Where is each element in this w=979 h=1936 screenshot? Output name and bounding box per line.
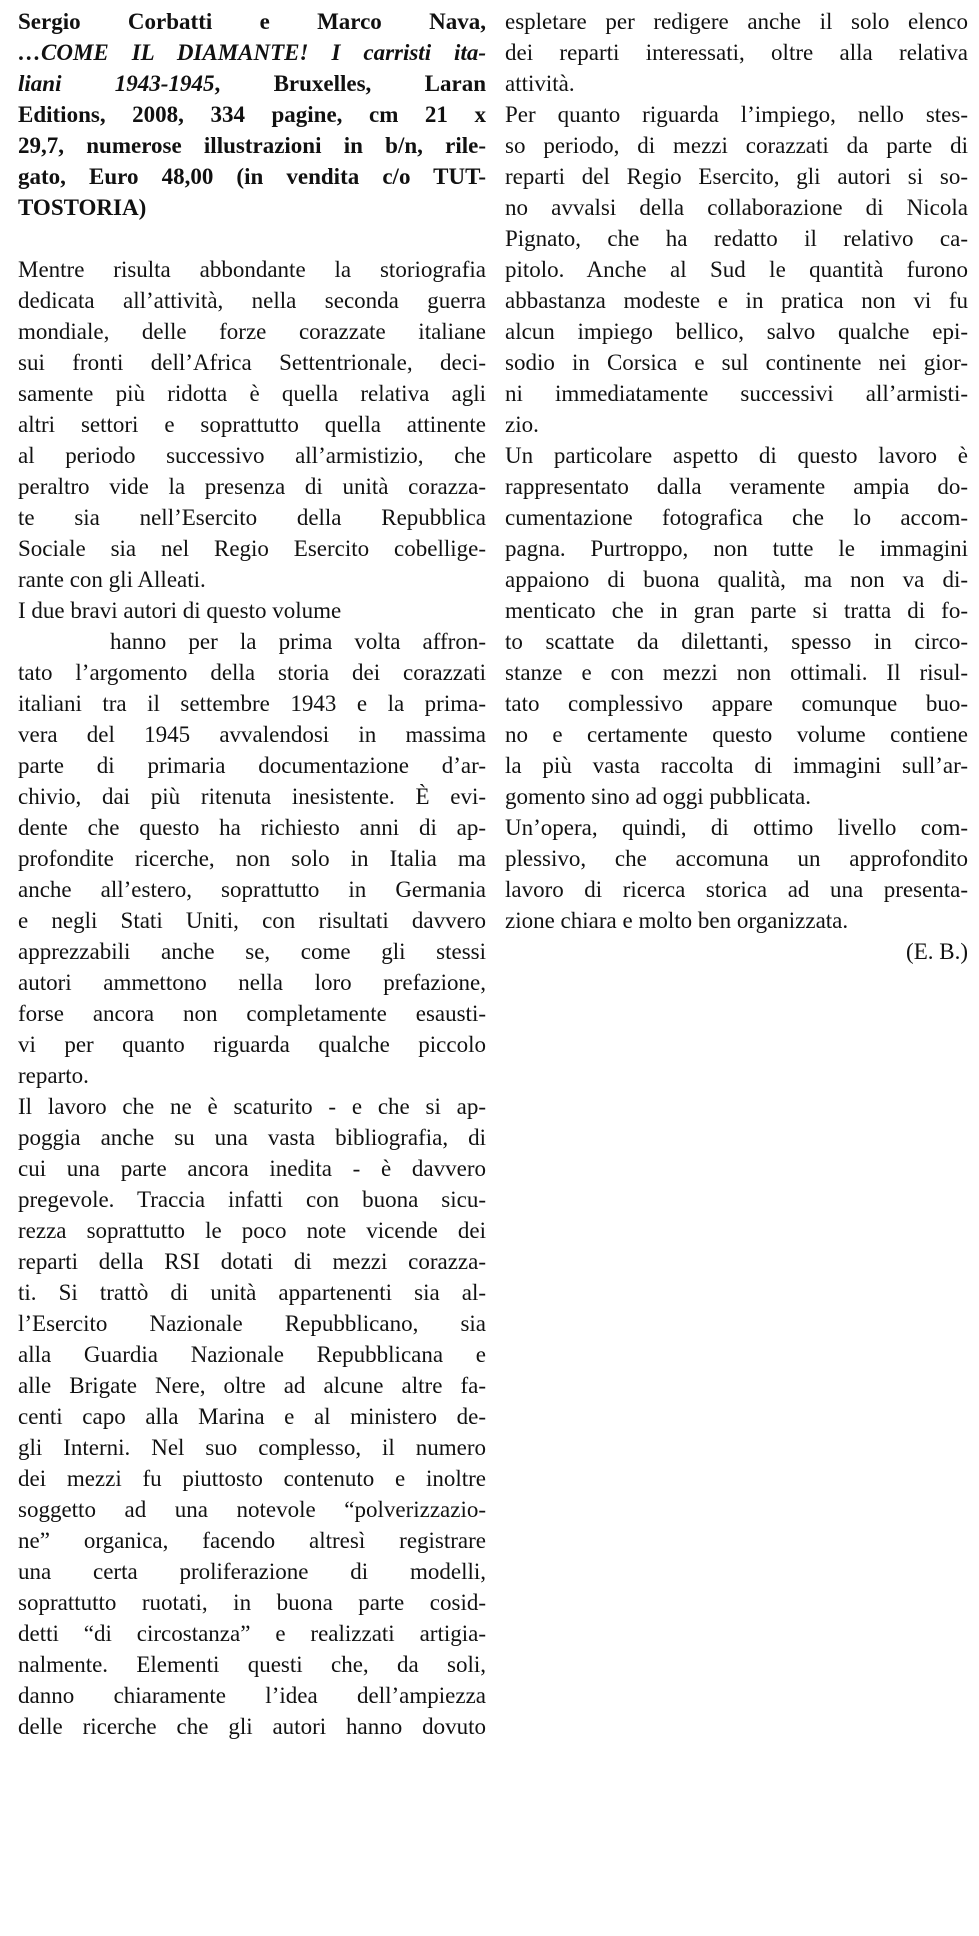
text-line: espletare per redigere anche il solo elenco xyxy=(505,9,968,34)
text-line: no avvalsi della collaborazione di Nicola xyxy=(505,195,968,220)
text-line: chivio, dai più ritenuta inesistente. È evi- xyxy=(18,784,486,809)
text-line: sui fronti dell’Africa Settentrionale, deci- xyxy=(18,350,486,375)
text-line: italiani tra il settembre 1943 e la prima- xyxy=(18,691,486,716)
bib-spacer xyxy=(18,223,486,254)
text-line: lavoro di ricerca storica ad una presenta- xyxy=(505,877,968,902)
bib-line: …COME IL DIAMANTE! I carristi ita- xyxy=(18,40,486,65)
text-line: reparti della RSI dotati di mezzi corazza- xyxy=(18,1249,486,1274)
text-line: dei mezzi fu piuttosto contenuto e inoltre xyxy=(18,1466,486,1491)
bib-line: gato, Euro 48,00 (in vendita c/o TUT- xyxy=(18,164,486,189)
author-signature: (E. B.) xyxy=(906,939,968,964)
right-column xyxy=(505,6,968,967)
text-line: plessivo, che accomuna un approfondito xyxy=(505,846,968,871)
text-line: una certa proliferazione di modelli, xyxy=(18,1559,486,1584)
text-line: samente più ridotta è quella relativa agli xyxy=(18,381,486,406)
text-line: ni immediatamente successivi all’armisti- xyxy=(505,381,968,406)
text-line: centi capo alla Marina e al ministero de- xyxy=(18,1404,486,1429)
left-body-text xyxy=(18,254,486,1742)
bib-line xyxy=(18,68,486,99)
text-line: Un’opera, quindi, di ottimo livello com- xyxy=(505,815,968,840)
text-line: te sia nell’Esercito della Repubblica xyxy=(18,505,486,530)
bib-line: 29,7, numerose illustrazioni in b/n, rile- xyxy=(18,133,486,158)
text-line: reparti del Regio Esercito, gli autori si so- xyxy=(505,164,968,189)
text-line: so periodo, di mezzi corazzati da parte di xyxy=(505,133,968,158)
text-line: autori ammettono nella loro prefazione, xyxy=(18,970,486,995)
text-line: al periodo successivo all’armistizio, che xyxy=(18,443,486,468)
text-line: tato l’argomento della storia dei corazzati xyxy=(18,660,486,685)
text-line: zione chiara e molto ben organizzata. xyxy=(505,908,849,933)
text-line: poggia anche su una vasta bibliografia, di xyxy=(18,1125,486,1150)
text-line: soggetto ad una notevole “polverizzazio- xyxy=(18,1497,486,1522)
text-line: gomento sino ad oggi pubblicata. xyxy=(505,784,811,809)
text-line: apprezzabili anche se, come gli stessi xyxy=(18,939,486,964)
text-line: mondiale, delle forze corazzate italiane xyxy=(18,319,486,344)
text-line: I due bravi autori di questo volume xyxy=(18,598,342,623)
text-line: rezza soprattutto le poco note vicende dei xyxy=(18,1218,486,1243)
bib-publisher-fragment: , Bruxelles, Laran xyxy=(214,71,486,96)
text-line: gli Interni. Nel suo complesso, il numero xyxy=(18,1435,486,1460)
text-line: Il lavoro che ne è scaturito - e che si ap- xyxy=(18,1094,486,1119)
text-line: no e certamente questo volume contiene xyxy=(505,722,968,747)
text-line: peraltro vide la presenza di unità corazza- xyxy=(18,474,486,499)
text-line: delle ricerche che gli autori hanno dovuto xyxy=(18,1714,486,1739)
text-line: vera del 1945 avvalendosi in massima xyxy=(18,722,486,747)
text-line: to scattate da dilettanti, spesso in circo- xyxy=(505,629,968,654)
bib-line: TOSTORIA) xyxy=(18,195,147,220)
text-line: danno chiaramente l’idea dell’ampiezza xyxy=(18,1683,486,1708)
text-line: dei reparti interessati, oltre alla relativa xyxy=(505,40,968,65)
text-line: soprattutto ruotati, in buona parte cosid- xyxy=(18,1590,486,1615)
text-line: parte di primaria documentazione d’ar- xyxy=(18,753,486,778)
text-line: nalmente. Elementi questi che, da soli, xyxy=(18,1652,486,1677)
text-line: rante con gli Alleati. xyxy=(18,567,206,592)
text-line: forse ancora non completamente esausti- xyxy=(18,1001,486,1026)
text-line: alle Brigate Nere, oltre ad alcune altre fa- xyxy=(18,1373,486,1398)
text-line: anche all’estero, soprattutto in Germania xyxy=(18,877,486,902)
text-line: dente che questo ha richiesto anni di ap- xyxy=(18,815,486,840)
text-line: pagna. Purtroppo, non tutte le immagini xyxy=(505,536,968,561)
text-line: cui una parte ancora inedita - è davvero xyxy=(18,1156,486,1181)
left-column xyxy=(18,6,486,1742)
text-line: Per quanto riguarda l’impiego, nello stes- xyxy=(505,102,968,127)
text-line: appaiono di buona qualità, ma non va di- xyxy=(505,567,968,592)
text-line: alla Guardia Nazionale Repubblicana e xyxy=(18,1342,486,1367)
text-line: profondite ricerche, non solo in Italia ma xyxy=(18,846,486,871)
text-line: detti “di circostanza” e realizzati artigia- xyxy=(18,1621,486,1646)
text-line: Mentre risulta abbondante la storiografia xyxy=(18,257,486,282)
text-line: rappresentato dalla veramente ampia do- xyxy=(505,474,968,499)
text-line: dedicata all’attività, nella seconda guerra xyxy=(18,288,486,313)
text-line: ti. Si trattò di unità appartenenti sia al- xyxy=(18,1280,486,1305)
text-line: alcun impiego bellico, salvo qualche epi- xyxy=(505,319,968,344)
text-line: tato complessivo appare comunque buo- xyxy=(505,691,968,716)
bib-line: Sergio Corbatti e Marco Nava, xyxy=(18,9,486,34)
text-line: attività. xyxy=(505,71,575,96)
text-line: Sociale sia nel Regio Esercito cobellige- xyxy=(18,536,486,561)
bib-line: Editions, 2008, 334 pagine, cm 21 x xyxy=(18,102,486,127)
book-reference xyxy=(18,6,486,223)
text-line: zio. xyxy=(505,412,539,437)
text-line: abbastanza modeste e in pratica non vi fu xyxy=(505,288,968,313)
text-line: sodio in Corsica e sul continente nei gior- xyxy=(505,350,968,375)
text-line: ne” organica, facendo altresì registrare xyxy=(18,1528,486,1553)
text-line: la più vasta raccolta di immagini sull’ar- xyxy=(505,753,968,778)
text-line: l’Esercito Nazionale Repubblicano, sia xyxy=(18,1311,486,1336)
text-line: Pignato, che ha redatto il relativo ca- xyxy=(505,226,968,251)
text-line: stanze e con mezzi non ottimali. Il risul- xyxy=(505,660,968,685)
bib-title-fragment: liani 1943-1945 xyxy=(18,71,215,96)
text-line: e negli Stati Uniti, con risultati davvero xyxy=(18,908,486,933)
text-line: cumentazione fotografica che lo accom- xyxy=(505,505,968,530)
text-line: hanno per la prima volta affron- xyxy=(110,629,486,654)
text-line: Un particolare aspetto di questo lavoro è xyxy=(505,443,968,468)
text-line: vi per quanto riguarda qualche piccolo xyxy=(18,1032,486,1057)
text-line: pregevole. Traccia infatti con buona sicu- xyxy=(18,1187,486,1212)
text-line: altri settori e soprattutto quella attinente xyxy=(18,412,486,437)
text-line: reparto. xyxy=(18,1063,89,1088)
text-line: pitolo. Anche al Sud le quantità furono xyxy=(505,257,968,282)
text-line: menticato che in gran parte si tratta di fo- xyxy=(505,598,968,623)
